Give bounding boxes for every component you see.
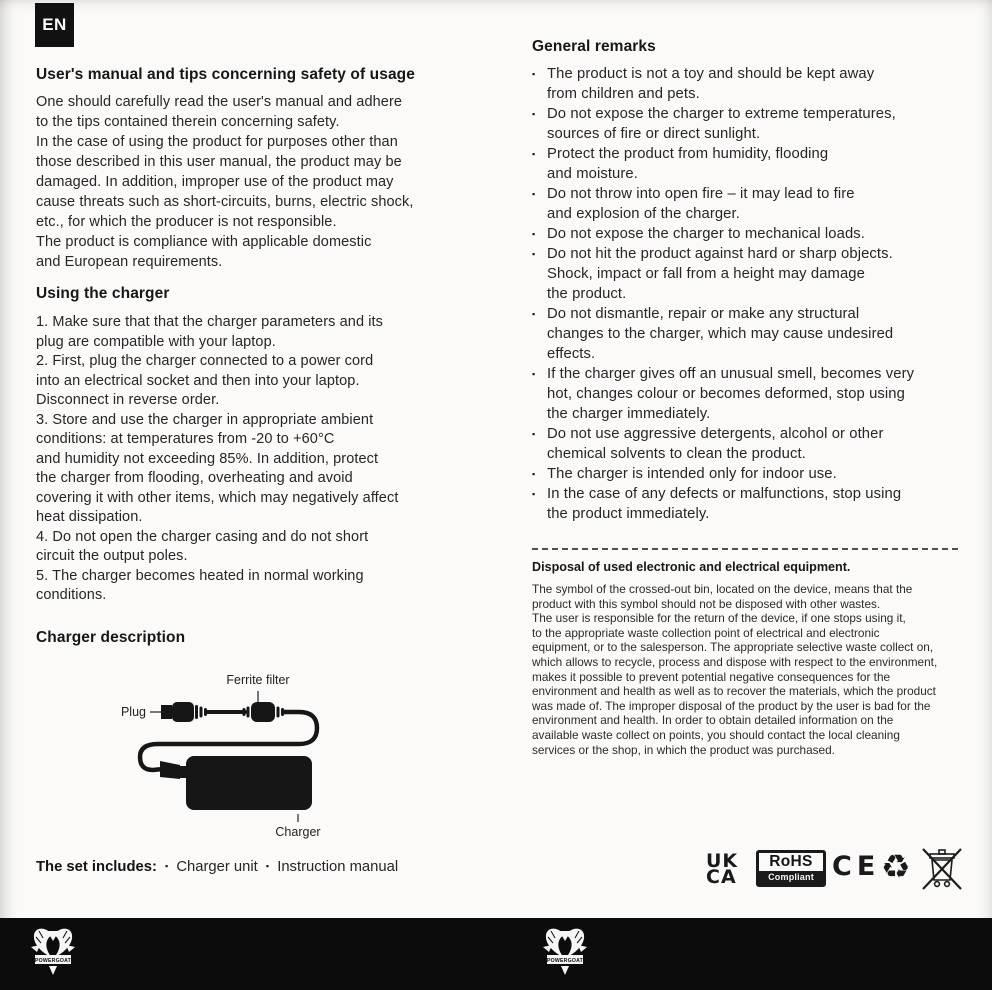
list-item: ▪ Do not expose the charger to extreme temperatures, sources of fire or direct sunlight. [532,106,896,142]
heading-general-remarks: General remarks [532,38,656,55]
set-item: Instruction manual [277,859,399,875]
list-item: ▪ In the case of any defects or malfunctions, stop using the product immediately. [532,486,902,522]
list-item: ▪ Do not hit the product against hard or sharp objects. Shock, impact or fall from a height may damage the product. [532,246,893,302]
bullet-marker: ▪ [532,309,536,319]
powergoat-logo-icon [30,923,76,979]
bullet-marker: ▪ [532,469,536,479]
bullet-marker: ▪ [532,429,536,439]
bullet-marker: ▪ [532,109,536,119]
bullet-marker: ▪ [532,489,536,499]
bullet-marker: ▪ [532,69,536,79]
list-item: ▪ Do not use aggressive detergents, alcohol or other chemical solvents to clean the product. [532,426,884,462]
bullet-marker: ▪ [532,229,536,239]
diagram-label-plug: Plug [120,705,146,719]
bullet-marker: ▪ [532,189,536,199]
paragraph-usage: One should carefully read the user's manual and adhere to the tips contained therein concerning safety. In the case of using the product for purposes other than those described in this user manual, the product may be damaged. In addition, improper use of the product may cause threats such as short-circuits, burns, electric shock, etc., for which the producer is not responsible. The product is compliance with applicable domestic and European requirements. [36,94,414,270]
rohs-mark-icon: RoHS Compliant [756,850,826,887]
list-item: ▪ Protect the product from humidity, flooding and moisture. [532,146,829,182]
ce-mark-icon: CE [832,851,881,882]
list-item: ▪ If the charger gives off an unusual smell, becomes very hot, changes colour or becomes deformed, stop using the charger immediately. [532,366,915,422]
weee-crossed-bin-icon [920,847,964,893]
list-item: ▪ Do not dismantle, repair or make any structural changes to the charger, which may cause undesired effects. [532,306,894,362]
bullet-marker: ▪ [532,149,536,159]
plug-icon [161,702,207,722]
general-remarks-list [532,64,964,524]
bullet-marker: ▪ [165,861,169,871]
dc-connector-icon [160,761,188,779]
heading-disposal: Disposal of used electronic and electrical equipment. [532,560,851,574]
heading-using-charger: Using the charger [36,285,170,302]
dashed-divider [532,548,958,550]
charger-brick-icon [186,756,312,810]
paragraph-disposal: The symbol of the crossed-out bin, located on the device, means that the product with this symbol should not be disposed with other wastes. The user is responsible for the return of the device, if one stops using it, to the appropriate waste collection point of electrical and electronic equipment, or to the salesperson. The appropriate selective waste collect on, which allows to recycle, process and dispose with respect to the environment, makes it possible to prevent potential negative consequences for the environment and health as well as to recover the materials, which the product was made of. The improper disposal of the product by the user is bad for the environment and health. In order to obtain detailed information on the available waste collect on points, you should contact the local cleaning services or the shop, in which the product was purchased. [532,582,938,757]
heading-charger-description: Charger description [36,629,186,646]
list-item: ▪ Do not throw into open fire – it may lead to fire and explosion of the charger. [532,186,855,222]
footer-brand-text: POWERGOAT [35,957,71,964]
set-includes-label: The set includes: [36,859,157,875]
footer-brand-text: POWERGOAT [547,957,583,964]
bullet-marker: ▪ [265,861,270,871]
powergoat-logo-icon [542,923,588,979]
ukca-mark-icon: UK CA [706,850,739,888]
list-item: ▪ Do not expose the charger to mechanical loads. [532,226,865,242]
bullet-marker: ▪ [532,369,536,379]
charger-diagram [36,658,436,850]
set-item: Charger unit [176,859,258,875]
footer-bar [0,918,992,990]
diagram-label-ferrite-filter: Ferrite filter [226,673,290,687]
language-badge: EN [35,3,74,47]
list-item: ▪ The charger is intended only for indoor use. [532,466,837,482]
recycle-icon: ♻ [881,847,911,886]
diagram-label-charger: Charger [275,825,321,839]
heading-usage: User's manual and tips concerning safety of usage [36,66,415,83]
ferrite-filter-icon [243,702,285,722]
numbered-instructions: 1. Make sure that that the charger parameters and its plug are compatible with your laptop. 2. First, plug the charger connected to a power cord into an electrical socket and then into your laptop. Disconnect in reverse order. 3. Store and use the charger in appropriate ambient conditions: at temperatures from -20 to +60°C and humidity not exceeding 85%. In addition, protect the charger from flooding, overheating and avoid covering it with other items, which may negatively affect heat dissipation. 4. Do not open the charger casing and do not short circuit the output poles. 5. The charger becomes heated in normal working conditions. [36,314,399,603]
list-item: ▪ The product is not a toy and should be kept away from children and pets. [532,66,875,102]
set-includes-line [36,859,398,875]
bullet-marker: ▪ [532,249,536,259]
